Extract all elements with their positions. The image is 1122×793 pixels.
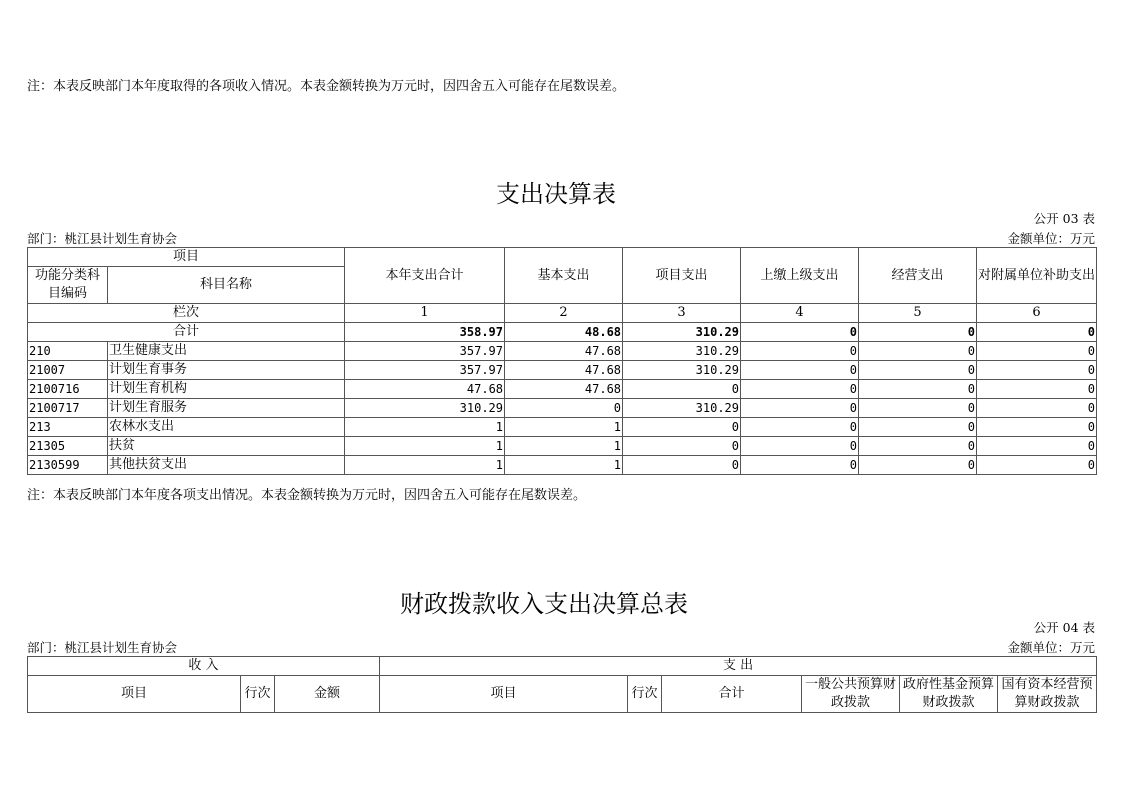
header-col1: 本年支出合计	[345, 248, 505, 304]
total-value: 48.68	[505, 323, 623, 342]
expense-table	[27, 247, 1097, 475]
header-col3: 项目支出	[623, 248, 741, 304]
expense-row-header: 行次	[628, 676, 662, 713]
total-value: 310.29	[623, 323, 741, 342]
row-value: 357.97	[345, 342, 505, 361]
row-value: 0	[859, 399, 977, 418]
table2-dept: 部门：桃江县计划生育协会	[27, 640, 178, 655]
expense-item-header: 项目	[380, 676, 628, 713]
row-value: 0	[859, 342, 977, 361]
expense-header: 支 出	[380, 657, 1097, 676]
row-value: 1	[345, 418, 505, 437]
lanci-label: 栏次	[28, 304, 345, 323]
top-note: 注：本表反映部门本年度取得的各项收入情况。本表金额转换为万元时，因四舍五入可能存在尾数误差。	[27, 79, 626, 94]
row-value: 0	[741, 418, 859, 437]
state-capital-header: 国有资本经营预算财政拨款	[998, 676, 1097, 713]
header-item: 项目	[28, 248, 345, 267]
row-name: 卫生健康支出	[108, 342, 345, 361]
row-value: 0	[977, 456, 1097, 475]
table2-title: 财政拨款收入支出决算总表	[400, 590, 688, 618]
row-value: 47.68	[505, 380, 623, 399]
row-code: 2130599	[28, 456, 108, 475]
row-code: 213	[28, 418, 108, 437]
table2-unit: 金额单位：万元	[1007, 640, 1095, 655]
row-value: 0	[859, 418, 977, 437]
row-value: 0	[741, 437, 859, 456]
total-value: 0	[859, 323, 977, 342]
row-value: 0	[505, 399, 623, 418]
row-value: 1	[505, 437, 623, 456]
general-budget-header: 一般公共预算财政拨款	[802, 676, 900, 713]
row-value: 310.29	[623, 399, 741, 418]
row-name: 扶贫	[108, 437, 345, 456]
row-value: 0	[741, 399, 859, 418]
row-value: 0	[977, 380, 1097, 399]
table1-dept: 部门：桃江县计划生育协会	[27, 231, 178, 246]
row-value: 0	[859, 456, 977, 475]
row-value: 1	[345, 456, 505, 475]
income-row-header: 行次	[241, 676, 275, 713]
col-num: 2	[505, 304, 623, 323]
row-code: 21305	[28, 437, 108, 456]
row-name: 农林水支出	[108, 418, 345, 437]
table1-code: 公开 03 表	[1033, 211, 1095, 226]
row-code: 2100717	[28, 399, 108, 418]
total-value: 358.97	[345, 323, 505, 342]
header-col5: 经营支出	[859, 248, 977, 304]
table2-code: 公开 04 表	[1033, 620, 1095, 635]
fiscal-summary-table	[27, 656, 1097, 713]
row-value: 0	[977, 399, 1097, 418]
row-value: 0	[859, 437, 977, 456]
col-num: 1	[345, 304, 505, 323]
row-value: 47.68	[505, 342, 623, 361]
income-header: 收 入	[28, 657, 380, 676]
row-name: 其他扶贫支出	[108, 456, 345, 475]
row-value: 0	[623, 437, 741, 456]
row-value: 0	[977, 437, 1097, 456]
row-value: 1	[505, 418, 623, 437]
income-amount-header: 金额	[275, 676, 380, 713]
header-col6: 对附属单位补助支出	[977, 248, 1097, 304]
row-value: 0	[977, 361, 1097, 380]
row-code: 210	[28, 342, 108, 361]
row-code: 21007	[28, 361, 108, 380]
income-item-header: 项目	[28, 676, 241, 713]
row-value: 1	[505, 456, 623, 475]
row-value: 0	[623, 456, 741, 475]
row-code: 2100716	[28, 380, 108, 399]
header-code: 功能分类科目编码	[28, 267, 108, 304]
table1-title: 支出决算表	[496, 180, 616, 208]
header-col4: 上缴上级支出	[741, 248, 859, 304]
row-value: 310.29	[345, 399, 505, 418]
table1-unit: 金额单位：万元	[1007, 231, 1095, 246]
row-value: 0	[977, 342, 1097, 361]
row-value: 0	[623, 418, 741, 437]
total-value: 0	[741, 323, 859, 342]
row-name: 计划生育服务	[108, 399, 345, 418]
row-value: 0	[623, 380, 741, 399]
total-value: 0	[977, 323, 1097, 342]
col-num: 4	[741, 304, 859, 323]
gov-fund-header: 政府性基金预算财政拨款	[900, 676, 998, 713]
col-num: 6	[977, 304, 1097, 323]
row-name: 计划生育事务	[108, 361, 345, 380]
expense-total-header: 合计	[662, 676, 802, 713]
row-value: 47.68	[345, 380, 505, 399]
col-num: 3	[623, 304, 741, 323]
total-label: 合计	[28, 323, 345, 342]
col-num: 5	[859, 304, 977, 323]
header-col2: 基本支出	[505, 248, 623, 304]
row-value: 1	[345, 437, 505, 456]
row-value: 357.97	[345, 361, 505, 380]
row-value: 310.29	[623, 361, 741, 380]
header-name: 科目名称	[108, 267, 345, 304]
row-value: 0	[859, 361, 977, 380]
row-value: 0	[741, 342, 859, 361]
row-name: 计划生育机构	[108, 380, 345, 399]
row-value: 0	[977, 418, 1097, 437]
table1-note: 注：本表反映部门本年度各项支出情况。本表金额转换为万元时，因四舍五入可能存在尾数误差。	[27, 488, 587, 503]
row-value: 0	[859, 380, 977, 399]
row-value: 0	[741, 380, 859, 399]
row-value: 0	[741, 456, 859, 475]
row-value: 0	[741, 361, 859, 380]
row-value: 310.29	[623, 342, 741, 361]
row-value: 47.68	[505, 361, 623, 380]
